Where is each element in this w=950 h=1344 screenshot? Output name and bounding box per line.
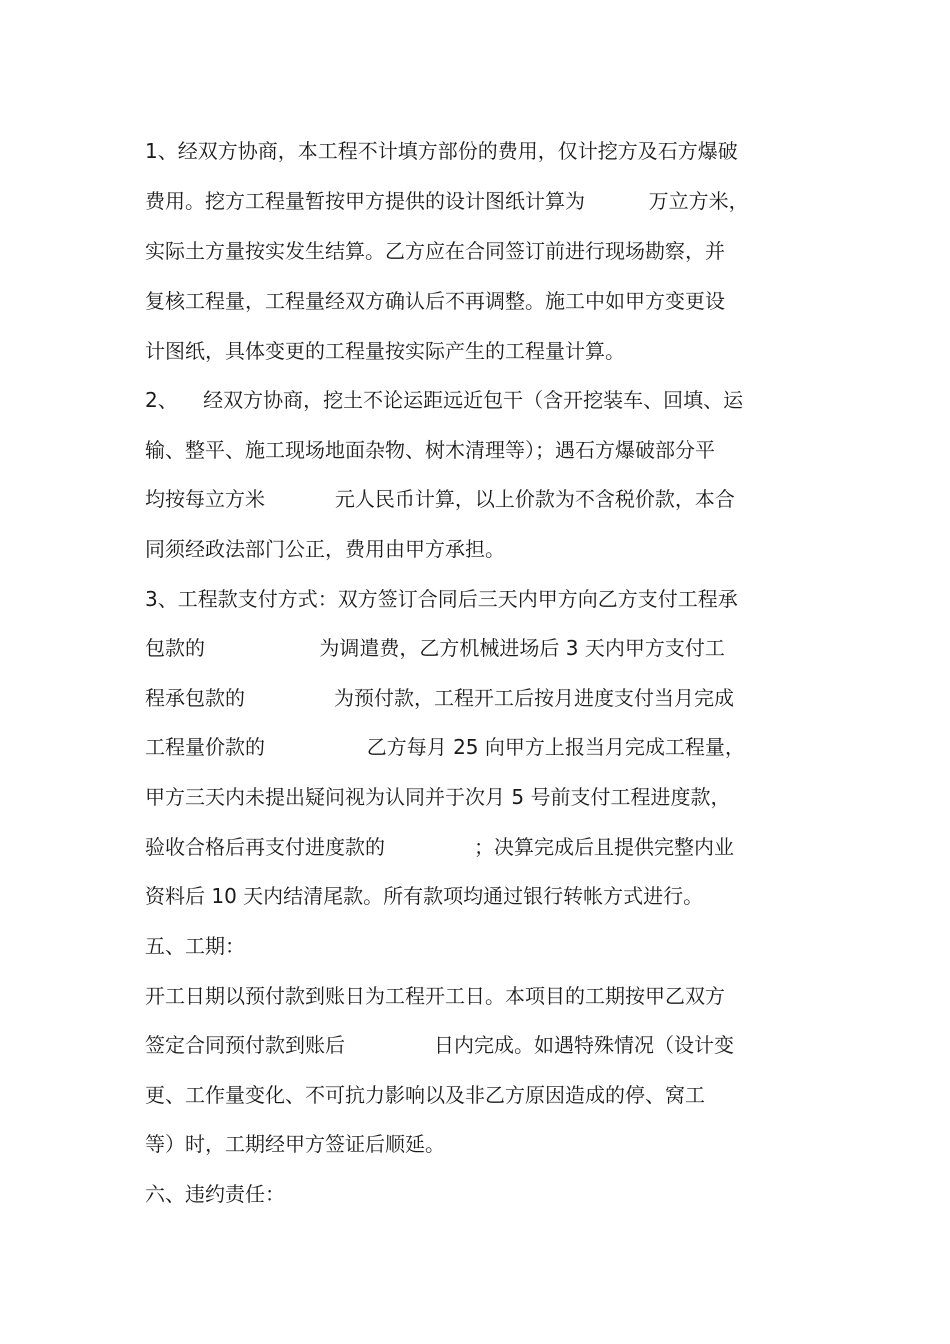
clause-1-line-5: 计图纸，具体变更的工程量按实际产生的工程量计算。 [145, 339, 625, 363]
clause-2-line-3: 均按每立方米 元人民币计算，以上价款为不含税价款，本合 [145, 487, 735, 511]
section-five-line-3: 更、工作量变化、不可抗力影响以及非乙方原因造成的停、窝工 [145, 1083, 705, 1107]
section-five-line-2: 签定合同预付款到账后 日内完成。如遇特殊情况（设计变 [145, 1033, 735, 1057]
clause-3-line-4: 工程量价款的 乙方每月 25 向甲方上报当月完成工程量， [145, 735, 745, 759]
section-five-line-1: 开工日期以预付款到账日为工程开工日。本项目的工期按甲乙双方 [145, 984, 725, 1008]
clause-1-line-2: 费用。挖方工程量暂按甲方提供的设计图纸计算为 万立方米， [145, 189, 749, 213]
clause-3-line-3: 程承包款的 为预付款，工程开工后按月进度支付当月完成 [145, 686, 735, 710]
clause-2-line-2: 输、整平、施工现场地面杂物、树木清理等）；遇石方爆破部分平 [145, 438, 715, 462]
clause-3-line-7: 资料后 10 天内结清尾款。所有款项均通过银行转帐方式进行。 [145, 884, 704, 908]
clause-3-line-2: 包款的 为调遣费，乙方机械进场后 3 天内甲方支付工 [145, 636, 725, 660]
clause-3-line-5: 甲方三天内未提出疑问视为认同并于次月 5 号前支付工程进度款， [145, 785, 731, 809]
clause-1-line-1: 1、经双方协商，本工程不计填方部份的费用，仅计挖方及石方爆破 [145, 139, 738, 163]
clause-1-line-4: 复核工程量，工程量经双方确认后不再调整。施工中如甲方变更设 [145, 289, 725, 313]
clause-3-line-1: 3、工程款支付方式：双方签订合同后三天内甲方向乙方支付工程承 [145, 587, 738, 611]
clause-1-line-3: 实际土方量按实发生结算。乙方应在合同签订前进行现场勘察，并 [145, 239, 725, 263]
clause-2-line-4: 同须经政法部门公正，费用由甲方承担。 [145, 537, 505, 561]
section-five-line-4: 等）时，工期经甲方签证后顺延。 [145, 1132, 445, 1156]
section-five-heading: 五、工期： [145, 934, 245, 958]
clause-2-line-1: 2、 经双方协商，挖土不论运距远近包干（含开挖装车、回填、运 [145, 388, 744, 412]
section-six-heading: 六、违约责任： [145, 1182, 285, 1206]
clause-3-line-6: 验收合格后再支付进度款的 ；决算完成后且提供完整内业 [145, 835, 735, 859]
